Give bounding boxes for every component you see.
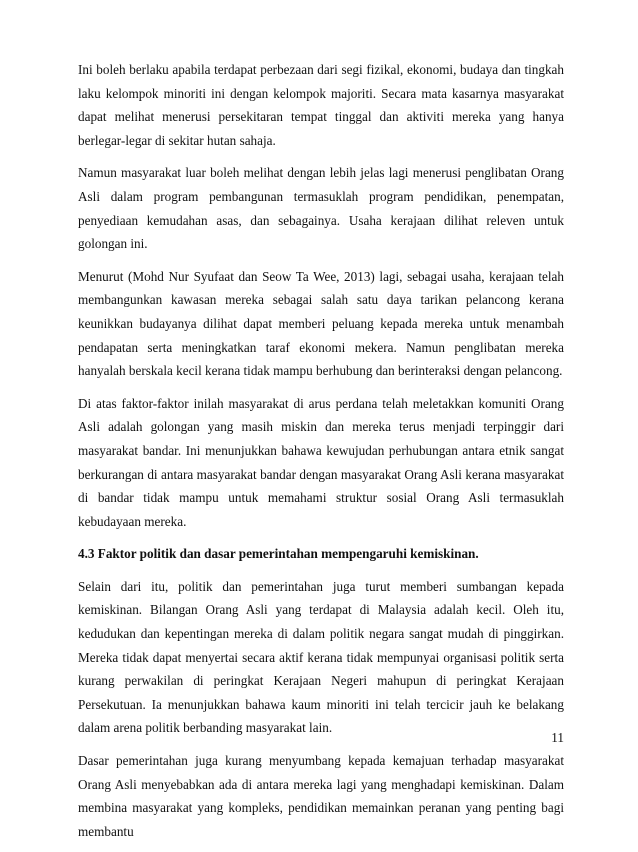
paragraph-6: Dasar pemerintahan juga kurang menyumbang kepada kemajuan terhadap masyarakat Orang Asli menyebabkan ada di antara mereka lagi yang menghadapi kemiskinan. Dalam membina masyarakat yang kompleks, pendidikan memainkan peranan yang penting bagi membantu [78,753,564,839]
section-heading: 4.3 Faktor politik dan dasar pemerintahan mempengaruhi kemiskinan. [78,546,479,562]
paragraph-2: Namun masyarakat luar boleh melihat dengan lebih jelas lagi menerusi penglibatan Orang Asli dalam program pembangunan termasuklah program pendidikan, penempatan, penyediaan kemudahan asas, dan sebagainya. Usaha kerajaan dilihat releven untuk golongan ini. [78,165,564,252]
page-number: 11 [551,730,564,745]
document-page [78,58,564,852]
paragraph-3: Menurut (Mohd Nur Syufaat dan Seow Ta Wee, 2013) lagi, sebagai usaha, kerajaan telah membangunkan kawasan mereka sebagai salah satu daya tarikan pelancong kerana keunikkan budayanya dilihat dapat memberi peluang kepada mereka untuk menambah pendapatan serta meningkatkan taraf ekonomi mekera. Namun penglibatan mereka hanyalah berskala kecil kerana tidak mampu berhubung dan berinteraksi dengan pelancong. [78,268,564,379]
paragraph-1: Ini boleh berlaku apabila terdapat perbezaan dari segi fizikal, ekonomi, budaya dan tingkah laku kelompok minoriti ini dengan kelompok majoriti. Secara mata kasarnya masyarakat dapat melihat menerusi persekitaran tempat tinggal dan aktiviti mereka yang hanya berlegar-legar di sekitar hutan sahaja. [78,62,564,148]
paragraph-4: Di atas faktor-faktor inilah masyarakat di arus perdana telah meletakkan komuniti Orang Asli adalah golongan yang masih miskin dan mereka terus menjadi terpinggir dari masyarakat bandar. Ini menunjukkan bahawa kewujudan perhubungan antara etnik sangat berkurangan di antara masyarakat bandar dengan masyarakat Orang Asli kerana masyarakat di bandar tidak mampu untuk memahami struktur sosial Orang Asli termasuklah kebudayaan mereka. [78,395,564,529]
paragraph-5: Selain dari itu, politik dan pemerintahan juga turut memberi sumbangan kepada kemiskinan. Bilangan Orang Asli yang terdapat di Malaysia adalah kecil. Oleh itu, kedudukan dan kepentingan mereka di dalam politik negara sangat mudah di pinggirkan. Mereka tidak dapat menyertai secara aktif kerana tidak mempunyai organisasi politik serta kurang perwakilan di peringkat Kerajaan Negeri mahupun di peringkat Kerajaan Persekutuan. Ia menunjukkan bahawa kaum minoriti ini telah tercicir jauh ke belakang dalam arena politik berbanding masyarakat lain. [78,578,564,736]
